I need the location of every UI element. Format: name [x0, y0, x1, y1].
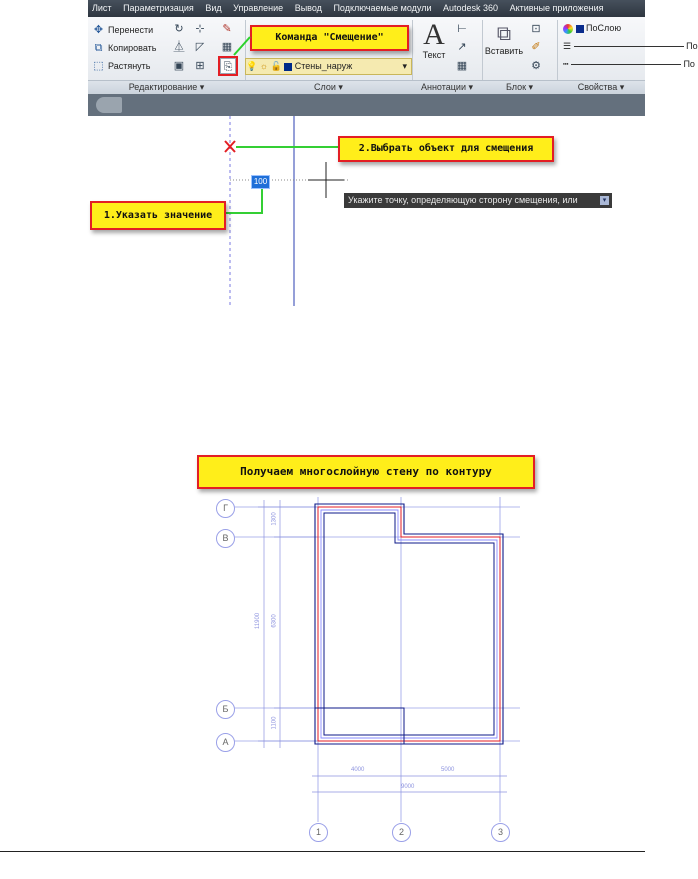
table-icon[interactable]: ▦ — [456, 60, 468, 72]
axis-bubble-v: В — [216, 529, 235, 548]
edit-panel-title[interactable]: Редактирование ▾ — [88, 80, 245, 94]
menu-tab-plugins[interactable]: Подключаемые модули — [333, 3, 432, 13]
layers-panel-title[interactable]: Слои ▾ — [245, 80, 412, 94]
axis-bubble-3: 3 — [491, 823, 510, 842]
copy-icon: ⧉ — [94, 42, 103, 55]
lineweight-value: По — [686, 41, 698, 51]
axis-bubble-2: 2 — [392, 823, 411, 842]
lightbulb-icon: 💡 — [246, 61, 258, 71]
axis-bubble-g: Г — [216, 499, 235, 518]
stretch-icon: ⬚ — [93, 60, 104, 73]
create-block-icon[interactable]: ⊡ — [531, 23, 541, 35]
sun-icon: ☼ — [259, 61, 268, 71]
menu-tab-manage[interactable]: Управление — [233, 3, 284, 13]
axis-bubble-1: 1 — [309, 823, 328, 842]
annotation-panel-title[interactable]: Аннотации ▾ — [412, 80, 482, 94]
explode-icon[interactable]: ▦ — [221, 41, 233, 53]
block-panel-title[interactable]: Блок ▾ — [482, 80, 557, 94]
dim-text-11900: 11900 — [255, 612, 262, 630]
stretch-label: Растянуть — [108, 61, 151, 71]
dim-text-9000: 9000 — [401, 784, 415, 790]
color-value: ПоСлою — [586, 23, 622, 33]
linetype-icon: ┅ — [563, 59, 569, 69]
dim-text-4000: 4000 — [351, 767, 365, 773]
axis-bubble-a: А — [216, 733, 235, 752]
menu-tab-sheet[interactable]: Лист — [92, 3, 112, 13]
dimension-icon[interactable]: ⊢ — [457, 23, 467, 35]
insert-block-icon: ⧉ — [496, 23, 512, 45]
menu-tab-autodesk360[interactable]: Autodesk 360 — [443, 3, 499, 13]
expand-down-icon[interactable]: ▾ — [600, 196, 609, 205]
axis-bubble-b: Б — [216, 700, 235, 719]
menu-tab-output[interactable]: Вывод — [294, 3, 322, 13]
attributes-icon[interactable]: ⚙ — [531, 60, 541, 72]
dim-text-1300: 1300 — [271, 512, 278, 526]
text-label: Текст — [422, 50, 446, 60]
insert-label: Вставить — [484, 46, 524, 56]
linetype-value: По — [683, 59, 695, 69]
properties-panel-title[interactable]: Свойства ▾ — [557, 80, 645, 94]
rotate-icon[interactable]: ↻ — [174, 23, 184, 35]
fillet-icon[interactable]: ◸ — [195, 41, 205, 53]
array-icon[interactable]: ⊞ — [195, 60, 205, 72]
lock-icon: 🔓 — [270, 61, 282, 71]
layer-name: Стены_наруж — [294, 61, 353, 71]
prompt-text: Укажите точку, определяющую сторону смещения, или — [348, 195, 578, 205]
offset-icon[interactable]: ⎘ — [220, 58, 236, 74]
edit-block-icon[interactable]: ✐ — [531, 41, 541, 53]
text-a-icon: A — [423, 18, 445, 51]
lineweight-icon: ☰ — [563, 41, 572, 51]
menu-tab-view[interactable]: Вид — [205, 3, 222, 13]
callout-command: Команда "Смещение" — [250, 25, 409, 51]
dim-text-1100: 1100 — [271, 716, 278, 730]
dim-text-5000: 5000 — [441, 767, 455, 773]
mirror-icon[interactable]: ⏅ — [173, 41, 185, 53]
menu-tab-active-apps[interactable]: Активные приложения — [509, 3, 604, 13]
callout-step1: 1.Указать значение — [90, 201, 226, 230]
move-icon: ✥ — [93, 24, 104, 37]
callout-step2: 2.Выбрать объект для смещения — [338, 136, 554, 162]
offset-value-input[interactable]: 100 — [253, 177, 268, 186]
chevron-down-icon: ▾ — [402, 61, 407, 71]
trim-icon[interactable]: ⊹ — [195, 23, 205, 35]
copy-label: Копировать — [108, 43, 157, 53]
dim-text-6300: 6300 — [271, 614, 278, 628]
move-label: Перенести — [108, 25, 154, 35]
erase-icon[interactable]: ✎ — [222, 23, 232, 35]
scale-icon[interactable]: ▣ — [173, 60, 185, 72]
callout-result: Получаем многослойную стену по контуру — [197, 455, 535, 489]
leader-icon[interactable]: ↗ — [457, 41, 467, 53]
page-bottom-rule — [0, 851, 645, 852]
axis-grid — [234, 497, 520, 822]
menu-tab-parametric[interactable]: Параметризация — [123, 3, 194, 13]
